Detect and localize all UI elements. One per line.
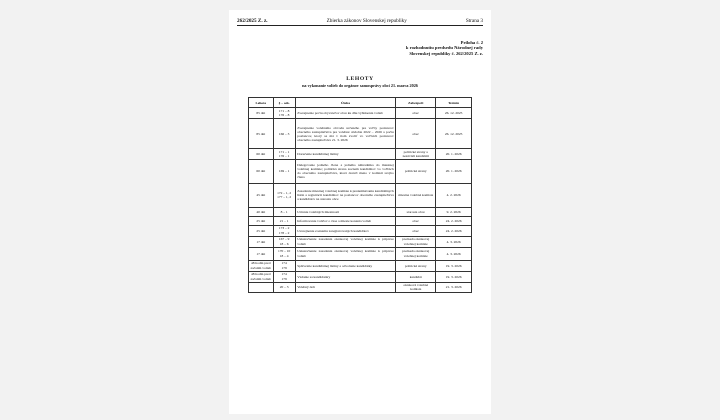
cell-paragraph: 8 – 1 [273, 207, 295, 216]
running-header [237, 18, 483, 24]
cell-paragraph: 21 – 1 [273, 216, 295, 225]
cell-paragraph: 171 – 1 176 – 1 [273, 149, 295, 159]
cell-zabezpeci: politické strany [396, 260, 436, 271]
cell-termin: 19. 3. 2026 [436, 260, 472, 271]
document-subtitle: na vykonanie volieb do orgánov samosprávy obcí 21. marca 2026 [302, 83, 418, 88]
cell-lehota: 48 hodín pred začatím volieb [250, 261, 272, 270]
cell-zabezpeci: obec [396, 119, 436, 149]
cell-uloha: Zasadanie miestnej volebnej komisie k preskúmavaniu kandidátnych listín a registrácii kandidátov na poslancov obecného zastupiteľstva a kandidátov na starostu obce [295, 183, 395, 207]
cell-termin: 24. 2. 2026 [436, 216, 472, 225]
cell-uloha: Vzdanie sa kandidatúry [295, 271, 395, 282]
table-row [249, 108, 472, 119]
cell-lehota: 40 dní [249, 207, 274, 216]
cell-zabezpeci: obec [396, 225, 436, 236]
cell-uloha: Doručenie kandidátnej listiny [295, 149, 395, 159]
cell-lehota: 45 dní [249, 183, 274, 207]
table-row [249, 207, 472, 216]
cell-termin: 20. 1. 2026 [436, 159, 472, 183]
cell-paragraph: 172 – 1, 2 177 – 1, 2 [273, 183, 295, 207]
cell-termin: 9. 2. 2026 [436, 207, 472, 216]
cell-lehota: 60 dní [249, 159, 274, 183]
cell-termin: 26. 12. 2025 [436, 108, 472, 119]
table-row [249, 225, 472, 236]
cell-paragraph: 170 – 10 18 – 4 [273, 247, 295, 260]
header-rule [237, 25, 483, 26]
cell-termin: 4. 3. 2026 [436, 247, 472, 260]
deadlines-table [248, 97, 472, 293]
cell-zabezpeci: politické strany a nezávislí kandidáti [396, 149, 436, 159]
cell-termin: 24. 2. 2026 [436, 225, 472, 236]
cell-uloha: Delegovanie jedného člena a jedného náhradníka do miestnej volebnej komisie; politická strana zoznam kandidátov vo voľbách do obecného zastupiteľstva, ktorá doručí meno v komisii svojho člena [295, 159, 395, 183]
cell-uloha: Spätvzatie kandidátnej listiny a odvolanie kandidátky [295, 260, 395, 271]
cell-zabezpeci: predseda okrskovej volebnej komisie [396, 247, 436, 260]
cell-paragraph: 173 – 2 178 – 2 [273, 225, 295, 236]
table-row [249, 247, 472, 260]
table-row [249, 260, 472, 271]
table-header-row [249, 98, 472, 108]
cell-lehota: 25 dní [249, 216, 274, 225]
cell-zabezpeci: okrsková volebná komisia [396, 282, 436, 292]
cell-zabezpeci: politické strany [396, 159, 436, 183]
cell-zabezpeci: obec [396, 108, 436, 119]
document-page [229, 10, 491, 414]
cell-uloha: Informovanie voličov o čase a mieste konania volieb [295, 216, 395, 225]
table-row [249, 159, 472, 183]
cell-termin: 21. 3. 2026 [436, 282, 472, 292]
cell-termin: 4. 2. 2026 [436, 183, 472, 207]
cell-paragraph: 166 – 3 [273, 119, 295, 149]
table-row [249, 271, 472, 282]
column-header-lehota: Lehota [249, 98, 274, 108]
cell-lehota: 17 dní [249, 247, 274, 260]
cell-lehota: 85 dní [249, 119, 274, 149]
cell-paragraph: 171 – 8 176 – 8 [273, 108, 295, 119]
cell-zabezpeci: starosta obce [396, 207, 436, 216]
header-collection-name: Zbierka zákonov Slovenskej republiky [326, 18, 407, 24]
annex-label [406, 40, 483, 56]
cell-termin: 20. 1. 2026 [436, 149, 472, 159]
cell-lehota: 85 dní [249, 108, 274, 119]
cell-paragraph: 167 – 9 18 – 6 [273, 236, 295, 247]
header-law-number: 262/2025 Z. z. [237, 18, 268, 24]
column-header-uloha: Úloha [295, 98, 395, 108]
cell-lehota: 60 dní [249, 149, 274, 159]
cell-zabezpeci: predseda okrskovej volebnej komisie [396, 236, 436, 247]
column-header-zabezpeci: Zabezpečí [396, 98, 436, 108]
cell-lehota [249, 282, 274, 292]
cell-termin: 19. 3. 2026 [436, 271, 472, 282]
cell-lehota: 25 dní [249, 225, 274, 236]
cell-paragraph: 174 179 [273, 260, 295, 271]
annex-line-2: k rozhodnutiu predsedu Národnej rady [405, 45, 483, 51]
cell-uloha: Zverejnenie počtu obyvateľov obce ku dňu vyhlásenia volieb [295, 108, 395, 119]
cell-paragraph: 169 – 1 [273, 159, 295, 183]
cell-lehota: 17 dní [249, 236, 274, 247]
table-body [249, 108, 472, 293]
cell-zabezpeci: miestna volebná komisia [396, 183, 436, 207]
cell-lehota: 48 hodín pred začatím volieb [250, 272, 272, 281]
cell-zabezpeci: kandidát [396, 271, 436, 282]
column-header-termin: Termín [436, 98, 472, 108]
cell-termin: 4. 3. 2026 [436, 236, 472, 247]
table-row [249, 282, 472, 292]
cell-uloha: Volebný deň [295, 282, 395, 292]
cell-uloha: Zverejnenie volebného obvodu určeného pre voľby poslancov obecného zastupiteľstva pre volebné obdobie 2022 – 2026 a počtu poslancov, ktorý sa má v ňom zvoliť vo voľbách poslancov obecného zastupiteľstva 21. 3. 2026 [295, 119, 395, 149]
table-row [249, 149, 472, 159]
column-header-paragraph: § – ods. [273, 98, 295, 108]
table-row [249, 119, 472, 149]
document-title: LEHOTY [346, 76, 374, 82]
cell-uloha: Uskutočnenie zasadania okrskovej volebnej komisie k príprave volieb [295, 247, 395, 260]
header-page-number: Strana 3 [465, 18, 483, 24]
cell-termin: 26. 12. 2025 [436, 119, 472, 149]
table-row [249, 236, 472, 247]
cell-uloha: Uverejnenie zoznamu zaregistrovaných kandidátov [295, 225, 395, 236]
cell-paragraph: 20 – 3 [273, 282, 295, 292]
annex-line-3: Slovenskej republiky č. 262/2025 Z. z. [409, 50, 483, 56]
table-row [249, 183, 472, 207]
cell-paragraph: 174 179 [273, 271, 295, 282]
cell-uloha: Určenie volebných miestností [295, 207, 395, 216]
table-row [249, 216, 472, 225]
annex-line-1: Príloha č. 2 [460, 40, 483, 45]
cell-uloha: Uskutočnenie zasadania okrskovej volebnej komisie k príprave volieb [297, 237, 394, 246]
cell-zabezpeci: obec [396, 216, 436, 225]
